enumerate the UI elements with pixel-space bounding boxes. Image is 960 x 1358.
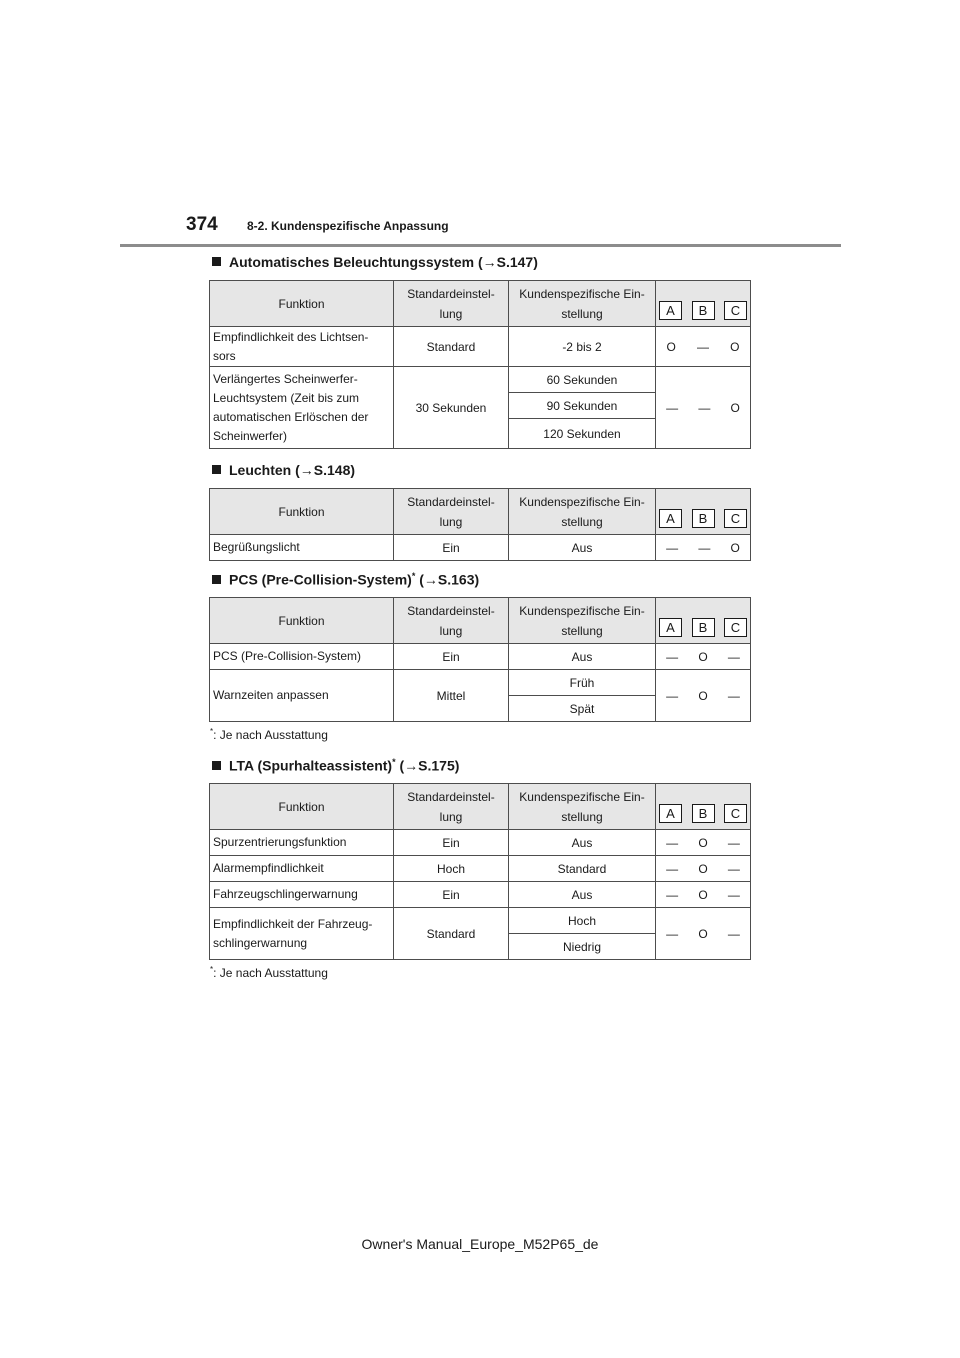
table-pcs: Funktion Standardeinstel- lung Kundenspezifische Ein- stellung A B C PCS (Pre-Collision-System) Ein Aus — O — Warnzeiten anpassen Mittel Früh — O — Spät (209, 597, 751, 722)
col-header-custom: Kundenspezifische Ein- stellung (519, 789, 645, 824)
square-bullet-icon (212, 257, 221, 266)
col-header-custom: Kundenspezifische Ein- stellung (519, 494, 645, 529)
col-header-standard: Standardeinstel- lung (407, 494, 495, 529)
col-header-standard: Standardeinstel- lung (407, 286, 495, 321)
col-header-standard: Standardeinstel- lung (407, 789, 495, 824)
section-heading-pcs: PCS (Pre-Collision-System)* (→S.163) (212, 571, 479, 588)
letter-c-box: C (724, 301, 747, 320)
letter-b-box: B (692, 509, 715, 528)
section-heading-lighting: Automatisches Beleuchtungssystem (→S.147) (212, 254, 538, 270)
table-row: Fahrzeugschlingerwarnung Ein Aus — O — (210, 882, 751, 908)
letter-c-box: C (724, 509, 747, 528)
col-header-standard: Standardeinstel- lung (407, 603, 495, 638)
table-row: Spurzentrierungsfunktion Ein Aus — O — (210, 830, 751, 856)
letter-b-box: B (692, 301, 715, 320)
table-lta: Funktion Standardeinstel- lung Kundenspezifische Ein- stellung A B C Spurzentrierungsfunktion Ein Aus — O — Alarmempfindlichkeit Hoch Standard — O — Fahrzeugschlingerwarnung Ein Aus — O — Empfindlichkeit der Fahrzeug- schlingerwarnung Standard Hoch — O — Niedrig (209, 783, 751, 960)
square-bullet-icon (212, 575, 221, 584)
letter-a-box: A (659, 509, 682, 528)
letter-b-box: B (692, 618, 715, 637)
page-number: 374 (186, 214, 218, 235)
col-header-funktion: Funktion (278, 296, 325, 311)
table-leuchten (209, 488, 751, 561)
col-header-funktion: Funktion (278, 504, 325, 519)
letter-c-box: C (724, 804, 747, 823)
letter-c-box: C (724, 618, 747, 637)
table-row: Begrüßungslicht Ein Aus — — O (210, 535, 751, 561)
square-bullet-icon (212, 761, 221, 770)
col-header-custom: Kundenspezifische Ein- stellung (519, 603, 645, 638)
letter-b-box: B (692, 804, 715, 823)
section-heading-leuchten: Leuchten (→S.148) (212, 462, 355, 478)
letter-a-box: A (659, 804, 682, 823)
table-row: Empfindlichkeit des Lichtsen- sors Standard -2 bis 2 O — O (210, 327, 751, 367)
table-row: PCS (Pre-Collision-System) Ein Aus — O — (210, 644, 751, 670)
col-header-custom: Kundenspezifische Ein- stellung (519, 286, 645, 321)
table-row: Verlängertes Scheinwerfer- Leuchtsystem (Zeit bis zum automatischen Erlöschen der Scheinwerfer) 30 Sekunden 60 Sekunden — — O (210, 367, 751, 393)
col-header-funktion: Funktion (278, 799, 325, 814)
table-row: Warnzeiten anpassen Mittel Früh — O — (210, 670, 751, 696)
header-rule (120, 244, 841, 247)
table-lighting: Funktion Standardeinstel- lung Kundenspezifische Ein- stellung A B C Empfindlichkeit des Lichtsen- sors Standard -2 bis 2 O — O Verlängertes Scheinwerfer- Leuchtsystem (Zeit bis zum automatischen Erlöschen der Scheinwerfer) 30 Sekunden 60 Sekunden — — O 90 Sekunden 120 Sekunden (209, 280, 751, 449)
col-header-funktion: Funktion (278, 613, 325, 628)
letter-a-box: A (659, 301, 682, 320)
square-bullet-icon (212, 465, 221, 474)
section-heading-lta: LTA (Spurhalteassistent)* (→S.175) (212, 757, 459, 774)
footnote-pcs: *: Je nach Ausstattung (210, 727, 328, 742)
letter-a-box: A (659, 618, 682, 637)
table-row: Alarmempfindlichkeit Hoch Standard — O — (210, 856, 751, 882)
section-title: 8-2. Kundenspezifische Anpassung (247, 219, 449, 233)
footnote-lta: *: Je nach Ausstattung (210, 965, 328, 980)
footer-manual-id: Owner's Manual_Europe_M52P65_de (361, 1236, 599, 1252)
table-row: Empfindlichkeit der Fahrzeug- schlingerwarnung Standard Hoch — O — (210, 908, 751, 934)
